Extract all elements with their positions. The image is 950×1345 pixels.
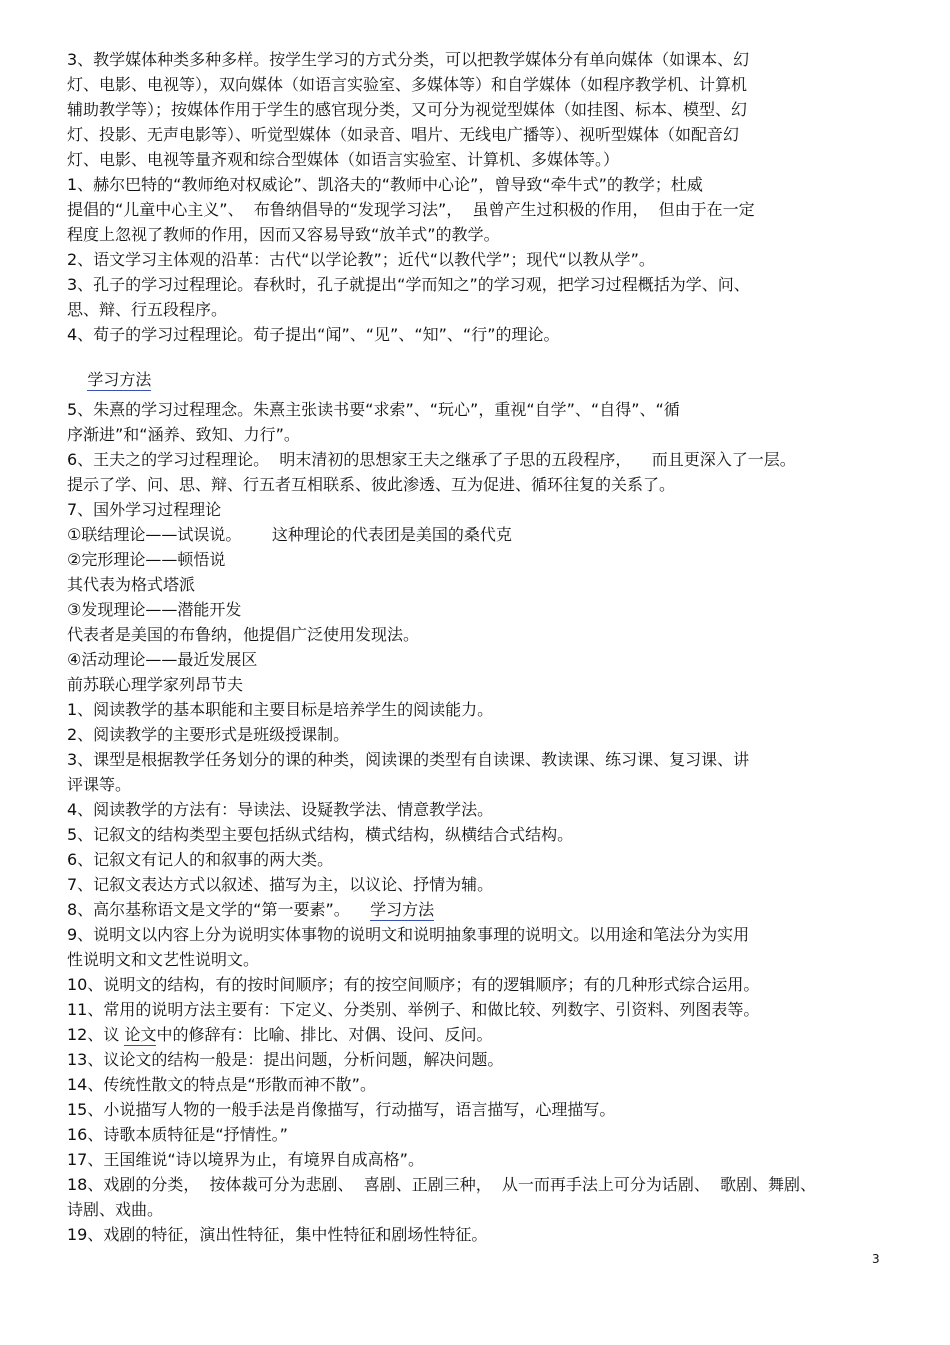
text-line: 3、孔子的学习过程理论。春秋时，孔子就提出“学而知之”的学习观，把学习过程概括为学、问、 — [67, 275, 750, 294]
text-line: 3、课型是根据教学任务划分的课的种类，阅读课的类型有自读课、教读课、练习课、复习课、讲 — [67, 750, 750, 769]
text-span: 8、高尔基称语文是文学的“第一要素”。 — [67, 900, 371, 919]
study-method-link[interactable]: 学习方法 — [87, 370, 152, 389]
text-line: 13、议论文的结构一般是：提出问题，分析问题，解决问题。 — [67, 1050, 504, 1069]
text-line: 前苏联心理学家列昂节夫 — [67, 675, 244, 694]
text-line: 4、荀子的学习过程理论。荀子提出“闻”、“见”、“知”、“行”的理论。 — [67, 325, 560, 344]
text-line: 提倡的“儿童中心主义”、 布鲁纳倡导的“发现学习法”， 虽曾产生过积极的作用， 但由于在一定 — [67, 200, 755, 219]
text-line: 11、常用的说明方法主要有：下定义、分类别、举例子、和做比较、列数字、引资料、列图表等。 — [67, 1000, 760, 1019]
text-line: 19、戏剧的特征，演出性特征，集中性特征和剧场性特征。 — [67, 1225, 488, 1244]
text-line: ②完形理论——顿悟说 — [67, 550, 226, 569]
text-line — [67, 1025, 493, 1045]
text-line: 评课等。 — [67, 775, 132, 794]
text-line: 1、赫尔巴特的“教师绝对权威论”、凯洛夫的“教师中心论”，曾导致“牵牛式”的教学；杜威 — [67, 175, 703, 194]
text-line: 2、语文学习主体观的沿革：古代“以学论教”；近代“以教代学”；现代“以教从学”。 — [67, 250, 655, 269]
text-line: 14、传统性散文的特点是“形散而神不散”。 — [67, 1075, 376, 1094]
page-number: 3 — [872, 1252, 880, 1266]
text-line: 9、说明文以内容上分为说明实体事物的说明文和说明抽象事理的说明文。以用途和笔法分为实用 — [67, 925, 750, 944]
text-line: 代表者是美国的布鲁纳，他提倡广泛使用发现法。 — [67, 625, 420, 644]
text-line: 1、阅读教学的基本职能和主要目标是培养学生的阅读能力。 — [67, 700, 494, 719]
text-line: 提示了学、问、思、辩、行五者互相联系、彼此渗透、互为促进、循环往复的关系了。 — [67, 475, 676, 494]
text-line: 10、说明文的结构，有的按时间顺序；有的按空间顺序；有的逻辑顺序；有的几种形式综合运用。 — [67, 975, 760, 994]
text-span: 中的修辞有：比喻、排比、对偶、设问、反问。 — [156, 1025, 493, 1044]
text-line: 6、记叙文有记人的和叙事的两大类。 — [67, 850, 334, 869]
essay-link[interactable]: 论文 — [124, 1025, 157, 1044]
text-line: 性说明文和文艺性说明文。 — [67, 950, 260, 969]
text-line: 4、阅读教学的方法有：导读法、设疑教学法、情意教学法。 — [67, 800, 494, 819]
text-line: 灯、投影、无声电影等）、听觉型媒体（如录音、唱片、无线电广播等）、视听型媒体（如配音幻 — [67, 125, 740, 144]
text-line: 2、阅读教学的主要形式是班级授课制。 — [67, 725, 350, 744]
text-line: 程度上忽视了教师的作用，因而又容易导致“放羊式”的教学。 — [67, 225, 500, 244]
text-line: 17、王国维说“诗以境界为止，有境界自成高格”。 — [67, 1150, 424, 1169]
text-line: 序渐进”和“涵养、致知、力行”。 — [67, 425, 300, 444]
text-line: 18、戏剧的分类， 按体裁可分为悲剧、 喜剧、正剧三种， 从一而再手法上可分为话剧、 歌剧、舞剧、 — [67, 1175, 817, 1194]
text-line: 16、诗歌本质特征是“抒情性。” — [67, 1125, 288, 1144]
text-line: 辅助教学等）；按媒体作用于学生的感官现分类，又可分为视觉型媒体（如挂图、标本、模型、幻 — [67, 100, 748, 119]
text-line: 15、小说描写人物的一般手法是肖像描写，行动描写，语言描写，心理描写。 — [67, 1100, 616, 1119]
text-line: 5、记叙文的结构类型主要包括纵式结构，横式结构，纵横结合式结构。 — [67, 825, 574, 844]
text-span: 12、议 — [67, 1025, 120, 1044]
text-line: 7、记叙文表达方式以叙述、描写为主，以议论、抒情为辅。 — [67, 875, 494, 894]
text-line — [67, 900, 434, 920]
text-line: 灯、电影、电视等量齐观和综合型媒体（如语言实验室、计算机、多媒体等。） — [67, 150, 620, 169]
text-line: 6、王夫之的学习过程理论。 明末清初的思想家王夫之继承了子思的五段程序， 而且更深入了一层。 — [67, 450, 796, 469]
text-line: 3、教学媒体种类多种多样。按学生学习的方式分类，可以把教学媒体分有单向媒体（如课本、幻 — [67, 50, 750, 69]
text-line: 5、朱熹的学习过程理念。朱熹主张读书要“求索”、“玩心”，重视“自学”、“自得”、“循 — [67, 400, 680, 419]
text-line: ①联结理论——试误说。 这种理论的代表团是美国的桑代克 — [67, 525, 512, 544]
text-line: ③发现理论——潜能开发 — [67, 600, 242, 619]
study-method-link[interactable]: 学习方法 — [370, 900, 435, 919]
text-line: 诗剧、戏曲。 — [67, 1200, 164, 1219]
text-line: 其代表为格式塔派 — [67, 575, 196, 594]
text-line: ④活动理论——最近发展区 — [67, 650, 258, 669]
text-line: 7、国外学习过程理论 — [67, 500, 222, 519]
text-line: 思、辩、行五段程序。 — [67, 300, 228, 319]
text-line: 灯、电影、电视等），双向媒体（如语言实验室、多媒体等）和自学媒体（如程序教学机、计算机 — [67, 75, 748, 94]
